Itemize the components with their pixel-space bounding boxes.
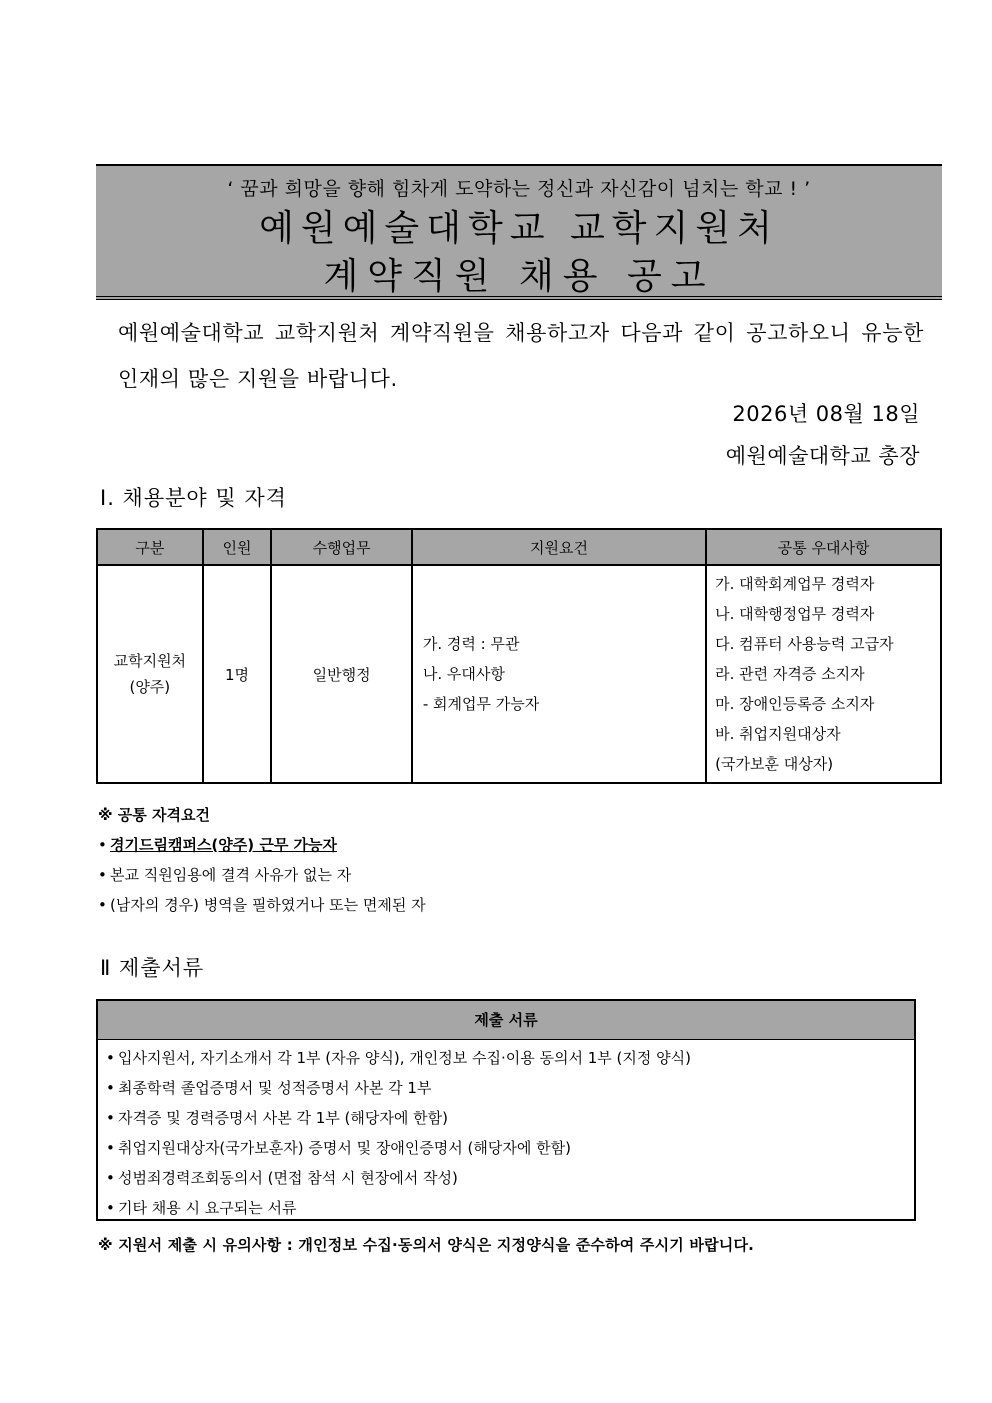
list-item: • 경기드림캠퍼스(양주) 근무 가능자 (98, 830, 426, 860)
cell-division (97, 565, 203, 783)
requirement-item: - 회계업무 가능자 (422, 695, 540, 713)
bullet-icon: • (98, 836, 107, 854)
benefit-item: 가. 대학회계업무 경력자 (715, 575, 875, 593)
cell-requirements (412, 565, 706, 783)
benefit-item: 바. 취업지원대상자 (715, 725, 841, 743)
benefit-item: 다. 컴퓨터 사용능력 고급자 (715, 635, 894, 653)
signer: 예원예술대학교 총장 (725, 444, 920, 468)
bullet-icon: • (106, 1139, 115, 1157)
notes-heading: ※ 공통 자격요건 (98, 806, 210, 824)
division-line2: (양주) (129, 678, 171, 696)
bullet-icon: • (106, 1109, 115, 1127)
bullet-icon: • (106, 1199, 115, 1217)
announcement-date: 2026년 08월 18일 (732, 402, 920, 426)
cell-duty: 일반행정 (271, 565, 411, 783)
recruitment-table (96, 528, 942, 784)
col-header-headcount: 인원 (203, 529, 272, 565)
requirement-item: 가. 경력 : 무관 (422, 635, 520, 653)
list-item: • 입사지원서, 자기소개서 각 1부 (자유 양식), 개인정보 수집·이용 동의서 1부 (지정 양식) (106, 1044, 914, 1074)
documents-table (96, 999, 916, 1221)
benefit-item: 마. 장애인등록증 소지자 (715, 695, 875, 713)
col-header-benefits: 공통 우대사항 (706, 529, 941, 565)
documents-table-header: 제출 서류 (98, 1001, 914, 1040)
table-header-row (97, 529, 941, 565)
bullet-icon: • (106, 1169, 115, 1187)
benefit-item: 라. 관련 자격증 소지자 (715, 665, 865, 683)
bullet-icon: • (98, 896, 107, 914)
list-item: • (남자의 경우) 병역을 필하였거나 또는 면제된 자 (98, 890, 426, 920)
section-heading-documents: Ⅱ 제출서류 (100, 956, 205, 980)
bullet-icon: • (106, 1049, 115, 1067)
title-banner (96, 164, 942, 300)
table-row (97, 565, 941, 783)
qualification-notes (98, 800, 426, 920)
col-header-division: 구분 (97, 529, 203, 565)
col-header-requirements: 지원요건 (412, 529, 706, 565)
cell-benefits (706, 565, 941, 783)
slogan: ‘ 꿈과 희망을 향해 힘차게 도약하는 정신과 자신감이 넘치는 학교 ! ’ (227, 178, 811, 200)
submission-footnote: ※ 지원서 제출 시 유의사항 : 개인정보 수집·동의서 양식은 지정양식을 준수하여 주시기 바랍니다. (98, 1236, 755, 1254)
list-item: • 성범죄경력조회동의서 (면접 참석 시 현장에서 작성) (106, 1164, 914, 1194)
section-heading-recruitment: Ⅰ. 채용분야 및 자격 (100, 486, 287, 510)
list-item: • 취업지원대상자(국가보훈자) 증명서 및 장애인증명서 (해당자에 한함) (106, 1134, 914, 1164)
col-header-duty: 수행업무 (271, 529, 411, 565)
list-item: • 최종학력 졸업증명서 및 성적증명서 사본 각 1부 (106, 1074, 914, 1104)
documents-list (98, 1040, 914, 1224)
division-line1: 교학지원처 (113, 652, 187, 670)
intro-paragraph: 예원예술대학교 교학지원처 계약직원을 채용하고자 다음과 같이 공고하오니 유능한 인재의 많은 지원을 바랍니다. (118, 321, 924, 391)
requirement-item: 나. 우대사항 (422, 665, 505, 683)
cell-headcount: 1명 (203, 565, 272, 783)
bullet-icon: • (98, 866, 107, 884)
page-subtitle: 계약직원 채용 공고 (323, 256, 715, 297)
benefit-item: 나. 대학행정업무 경력자 (715, 605, 875, 623)
bullet-icon: • (106, 1079, 115, 1097)
list-item: • 자격증 및 경력증명서 사본 각 1부 (해당자에 한함) (106, 1104, 914, 1134)
benefit-item: (국가보훈 대상자) (715, 755, 834, 773)
list-item: • 기타 채용 시 요구되는 서류 (106, 1194, 914, 1224)
list-item: • 본교 직원임용에 결격 사유가 없는 자 (98, 860, 426, 890)
page-title: 예원예술대학교 교학지원처 (259, 208, 779, 249)
